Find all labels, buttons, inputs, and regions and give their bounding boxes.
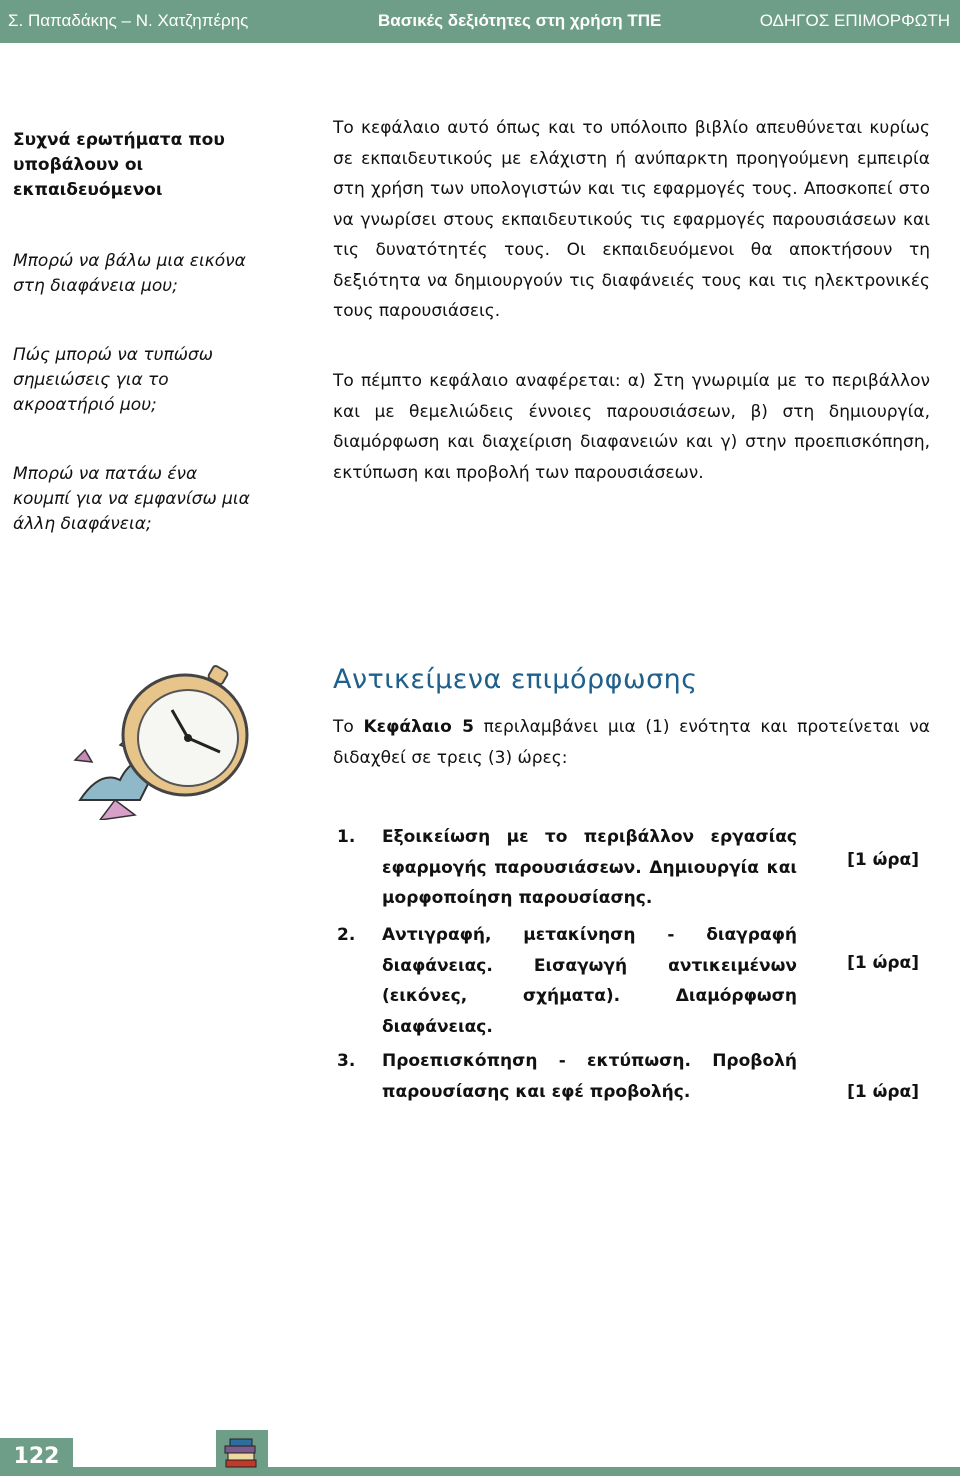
stopwatch-icon xyxy=(75,665,247,820)
stopwatch-illustration xyxy=(60,650,260,820)
section-title: Αντικείμενα επιμόρφωσης xyxy=(333,664,698,695)
intro-text-start: Το xyxy=(333,717,364,737)
item-text: Αντιγραφή, μετακίνηση - διαγραφή διαφάνειας. Εισαγωγή αντικειμένων (εικόνες, σχήματα). Διαμόρφωση διαφάνειας. xyxy=(382,925,797,1037)
intro-paragraph: Το κεφάλαιο αυτό όπως και το υπόλοιπο βιβλίο απευθύνεται κυρίως σε εκπαιδευτικούς με ελάχιστη ή ανύπαρκτη προηγούμενη εμπειρία στη χρήση των υπολογιστών και τις εφαρμογές τους. Αποσκοπεί στο να γνωρίσει στους εκπαιδευτικούς τις εφαρμογές παρουσιάσεων και τις δυνατότητές τους. Οι εκπαιδευόμενοι θα αποκτήσουν τη δεξιότητα να δημιουργούν τις διαφάνειές τους και τις ηλεκτρονικές τους παρουσιάσεις. xyxy=(333,118,930,321)
item-text: Εξοικείωση με το περιβάλλον εργασίας εφαρμογής παρουσιάσεων. Δημιουργία και μορφοποίηση παρουσίασης. xyxy=(382,827,797,908)
page-number: 122 xyxy=(0,1438,73,1476)
header-authors: Σ. Παπαδάκης – Ν. Χατζηπέρης xyxy=(8,11,249,30)
faq-question: Πώς μπορώ να τυπώσω σημειώσεις για το ακροατήριό μου; xyxy=(13,345,213,415)
books-icon xyxy=(216,1430,268,1476)
chapter-summary-paragraph: Το πέμπτο κεφάλαιο αναφέρεται: α) Στη γνωριμία με το περιβάλλον και με θεμελιώδεις έννοιες παρουσιάσεων, β) στη δημιουργία, διαμόρφωση και διαχείριση διαφανειών και γ) στην προεπισκόπηση, εκτύπωση και προβολή των παρουσιάσεων. xyxy=(333,371,930,483)
item-number: 1. xyxy=(337,827,356,847)
faq-title: Συχνά ερωτήματα που υποβάλουν οι εκπαιδευόμενοι xyxy=(13,130,225,200)
item-duration: [1 ώρα] xyxy=(847,850,919,870)
page-header xyxy=(0,0,960,43)
item-number: 2. xyxy=(337,925,356,945)
header-book-title: Βασικές δεξιότητες στη χρήση ΤΠΕ xyxy=(378,11,662,30)
intro-text-end: περιλαμβάνει μια (1) ενότητα και προτείνεται να διδαχθεί σε τρεις (3) ώρες: xyxy=(333,717,930,768)
header-guide-label: ΟΔΗΓΟΣ ΕΠΙΜΟΡΦΩΤΗ xyxy=(759,11,950,30)
footer-bar xyxy=(73,1467,960,1476)
faq-sidebar xyxy=(13,128,253,537)
item-number: 3. xyxy=(337,1051,356,1071)
item-duration: [1 ώρα] xyxy=(847,953,919,973)
faq-question: Μπορώ να βάλω μια εικόνα στη διαφάνεια μου; xyxy=(13,251,246,296)
faq-question: Μπορώ να πατάω ένα κουμπί για να εμφανίσω μια άλλη διαφάνεια; xyxy=(13,464,250,534)
chapter-label: Κεφάλαιο 5 xyxy=(363,717,474,737)
item-text: Προεπισκόπηση - εκτύπωση. Προβολή παρουσίασης και εφέ προβολής. xyxy=(382,1051,797,1102)
objectives-intro xyxy=(333,712,930,773)
item-duration: [1 ώρα] xyxy=(847,1082,919,1102)
